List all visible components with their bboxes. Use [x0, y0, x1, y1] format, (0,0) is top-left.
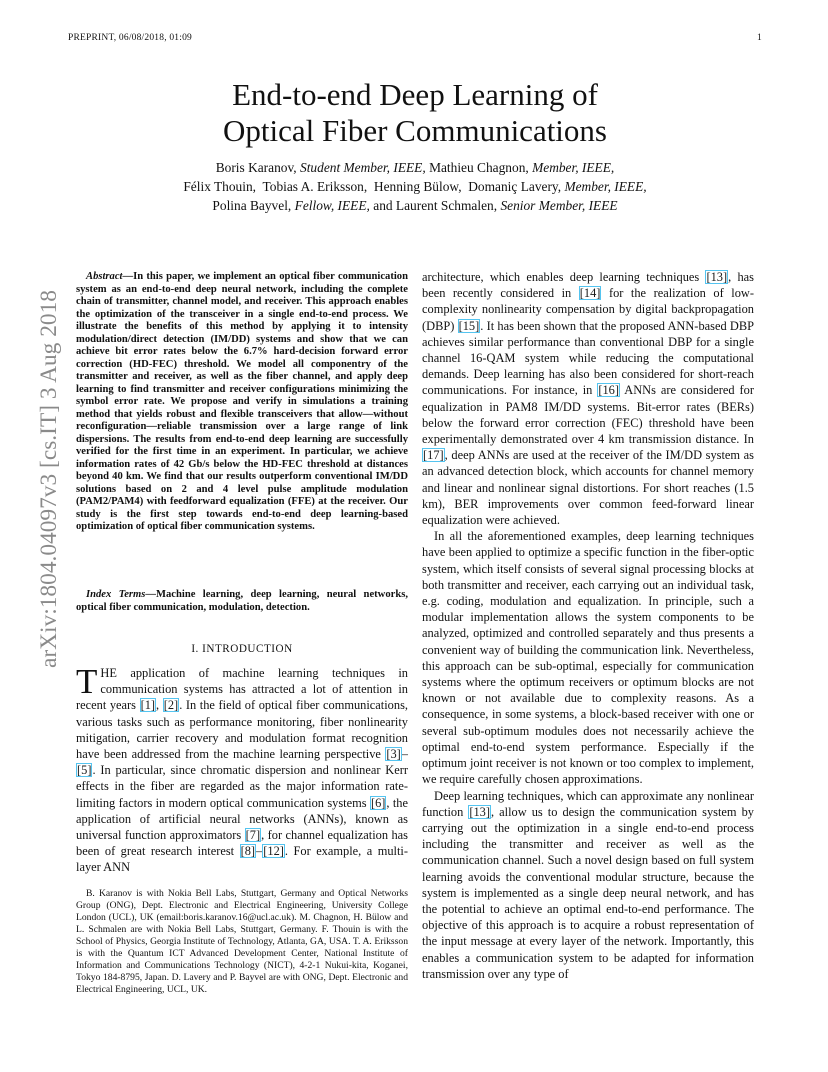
author-role: Fellow, IEEE,: [294, 198, 370, 213]
body-text: ANNs are considered for equalization in PAM8 IM/DD systems. Bit-error rates (BERs) below the forward error correction (FEC) threshold have been experimentally demonstrated over 4 km transmission distance. In: [422, 383, 754, 447]
drop-cap: T: [76, 662, 98, 701]
arxiv-side-stamp: [12, 290, 68, 670]
body-text: –: [401, 747, 408, 762]
citation-link[interactable]: [13]: [706, 270, 728, 284]
paragraph: In all the aforementioned examples, deep learning techniques have been applied to optimize a specific function in the fiber-optic system, which itself consists of several signal processing blocks at both transmitter and receiver, each carrying out an individual task, e.g. coding, modulation and equalization. In principle, such a modular implementation allows the system components to be analyzed, optimized and controlled separately and thus presents a convenient way of building the communication link. Nevertheless, this approach can be sub-optimal, especially for communication systems where the optimum receivers or optimum blocks are not known or not available due to complexity reasons. As a consequence, in some systems, a block-based receiver with one or several sub-optimum modules does not necessarily achieve the optimal end-to-end system performance. Especially if the optimum joint receiver is not known or too complex to implement, we require carefully chosen approximations.: [422, 529, 754, 787]
author-name: Polina Bayvel,: [212, 198, 292, 213]
author-role: Student Member, IEEE,: [300, 160, 426, 175]
index-terms-text: —Machine learning, deep learning, neural networks, optical fiber communication, modulation, detection.: [76, 589, 408, 613]
abstract-text: —In this paper, we implement an optical fiber communication system as an end-to-end deep neural network, including the complete chain of transmitter, channel model, and receiver. This approach enables the optimization of the transceiver in a single end-to-end process. We illustrate the benefits of this method by applying it to intensity modulation/direct detection (IM/DD) systems and show that we can achieve bit error rates below the 6.7% hard-decision forward error correction (HD-FEC) threshold. We model all componentry of the transmitter and receiver, as well as the fiber channel, and apply deep learning to find transmitter and receiver configurations minimizing the symbol error rate. We propose and verify in simulations a training method that yields robust and flexible transceivers that allow—without reconfiguration—reliable transmission over a large range of link dispersions. The results from end-to-end deep learning are successfully verified for the first time in an experiment. In particular, we achieve information rates of 42 Gb/s below the HD-FEC threshold at distances beyond 40 km. We find that our results outperform conventional IM/DD solutions based on 2 and 4 level pulse amplitude modulation (PAM2/PAM4) with feedforward equalization (FFE) at the receiver. Our study is the first step towards end-to-end deep learning-based optimization of optical fiber communication systems.: [76, 271, 408, 532]
citation-link[interactable]: [15]: [458, 318, 480, 333]
citation-link[interactable]: [13]: [469, 804, 490, 819]
body-text: , has been recently considered in: [422, 270, 755, 301]
citation-link[interactable]: [16]: [598, 383, 619, 398]
index-terms-label: Index Terms: [86, 589, 146, 600]
index-terms: [76, 589, 408, 614]
body-text: for the realization of low-complexity nonlinearity compensation by digital backpropagation (DBP): [422, 286, 754, 333]
footnote: B. Karanov is with Nokia Bell Labs, Stuttgart, Germany and Optical Networks Group (ONG), Dept. Electronic and Electrical Engineering, University College London (UCL), UK (email:boris.karanov.16@ucl.ac.uk). M. Chagnon, H. Bülow and L. Schmalen are with Nokia Bell Labs, Stuttgart, Germany. F. Thouin is with the School of Physics, Georgia Institute of Technology, Atlanta, GA, USA. T. A. Eriksson is with the Quantum ICT Advanced Development Center, National Institute of Information and Communications Technology (NICT), 4-2-1 Nukui-kita, Koganei, Tokyo 184-8795, Japan. D. Lavery and P. Bayvel are with ONG, Dept. Electronic and Electrical Engineering, UCL, UK.: [76, 888, 408, 995]
body-text: ,: [156, 698, 163, 713]
arxiv-identifier: arXiv:1804.04097v3 [cs.IT] 3 Aug 2018: [36, 296, 61, 668]
body-text: Deep learning techniques, which can approximate any nonlinear function: [422, 788, 754, 819]
author-name: Félix Thouin,: [183, 179, 257, 194]
body-text: . In the field of optical fiber communications, various tasks such as performance monitoring, fiber nonlinearity mitigation, carrier recovery and modulation format recognition have been addressed from the machine learning perspective: [76, 698, 408, 762]
page-number: 1: [757, 33, 762, 43]
body-text: , deep ANNs are used at the receiver of the IM/DD system as an advanced detection block, which accounts for channel memory and linear and nonlinear signal distortions. For short reaches (1.5 km), BER improvements over common feed-forward linear equalization were achieved.: [422, 448, 754, 528]
citation-link[interactable]: [7]: [245, 828, 261, 843]
body-text: . It has been shown that the proposed ANN-based DBP achieves similar performance than conventional DBP for a single channel 16-QAM system while reducing the computational demands. Deep learning has also been considered for short-reach communications. For instance, in: [422, 318, 754, 398]
section-heading: I. INTRODUCTION: [191, 643, 293, 655]
author-name: Mathieu Chagnon,: [429, 160, 529, 175]
citation-link[interactable]: [1]: [140, 698, 156, 713]
body-text: HE application of machine learning techniques in communication systems has attracted a lot of attention in recent years: [76, 666, 408, 713]
right-column: [422, 269, 754, 982]
abstract-label: Abstract: [86, 271, 123, 282]
author-role: Member, IEEE,: [564, 179, 647, 194]
citation-link[interactable]: [2]: [163, 698, 179, 713]
paragraph: [422, 788, 754, 982]
body-text: –: [256, 844, 263, 859]
body-text: , allow us to design the communication system by carrying out the optimization in a single end-to-end process including the transmitter and receiver as well as the communication channel. Such a novel design based on full system learning avoids the conventional modular structure, because the system is implemented as a single deep neural network, and has the potential to achieve an optimal end-to-end performance. The objective of this approach is to acquire a robust representation of the input message at every layer of the network. Importantly, this enables a communication system to be adapted for information transmission over any type of: [422, 804, 754, 981]
body-text: . In particular, since chromatic dispersion and nonlinear Kerr effects in the fiber are regarded as the major information rate-limiting factors in modern optical communication systems: [76, 763, 408, 810]
author-line-2: [120, 177, 710, 196]
running-head: PREPRINT, 06/08/2018, 01:09: [68, 33, 192, 43]
title-line-2: Optical Fiber Communications: [222, 113, 607, 148]
body-text: , for channel equalization has been of great research interest: [76, 828, 409, 859]
intro-paragraph: [76, 662, 409, 876]
author-name: Boris Karanov,: [215, 160, 297, 175]
author-line-3: [120, 196, 710, 215]
author-list: [120, 158, 710, 215]
citation-link[interactable]: [6]: [370, 795, 386, 810]
body-text: , the application of artificial neural networks (ANNs), known as universal function approximators: [76, 795, 408, 843]
body-text: architecture, which enables deep learning techniques: [422, 270, 706, 284]
citation-link[interactable]: [8]: [240, 844, 256, 859]
citation-link[interactable]: [14]: [579, 286, 601, 301]
author-name: and Laurent Schmalen,: [373, 198, 498, 213]
citation-link[interactable]: [12]: [263, 844, 284, 859]
author-name: Henning Bülow,: [373, 179, 462, 194]
author-name: Tobias A. Eriksson,: [262, 179, 368, 194]
abstract: [76, 271, 408, 534]
paper-title: [120, 77, 710, 149]
paragraph: [422, 269, 754, 528]
author-name: Domaniç Lavery,: [468, 179, 562, 194]
citation-link[interactable]: [5]: [77, 763, 92, 778]
author-line-1: [120, 158, 710, 177]
title-line-1: End-to-end Deep Learning of: [232, 77, 598, 112]
author-role: Member, IEEE,: [532, 160, 615, 175]
citation-link[interactable]: [17]: [423, 448, 444, 463]
body-text: . For example, a multi-layer ANN: [76, 844, 408, 875]
citation-link[interactable]: [3]: [386, 747, 401, 762]
author-role: Senior Member, IEEE: [500, 198, 618, 213]
